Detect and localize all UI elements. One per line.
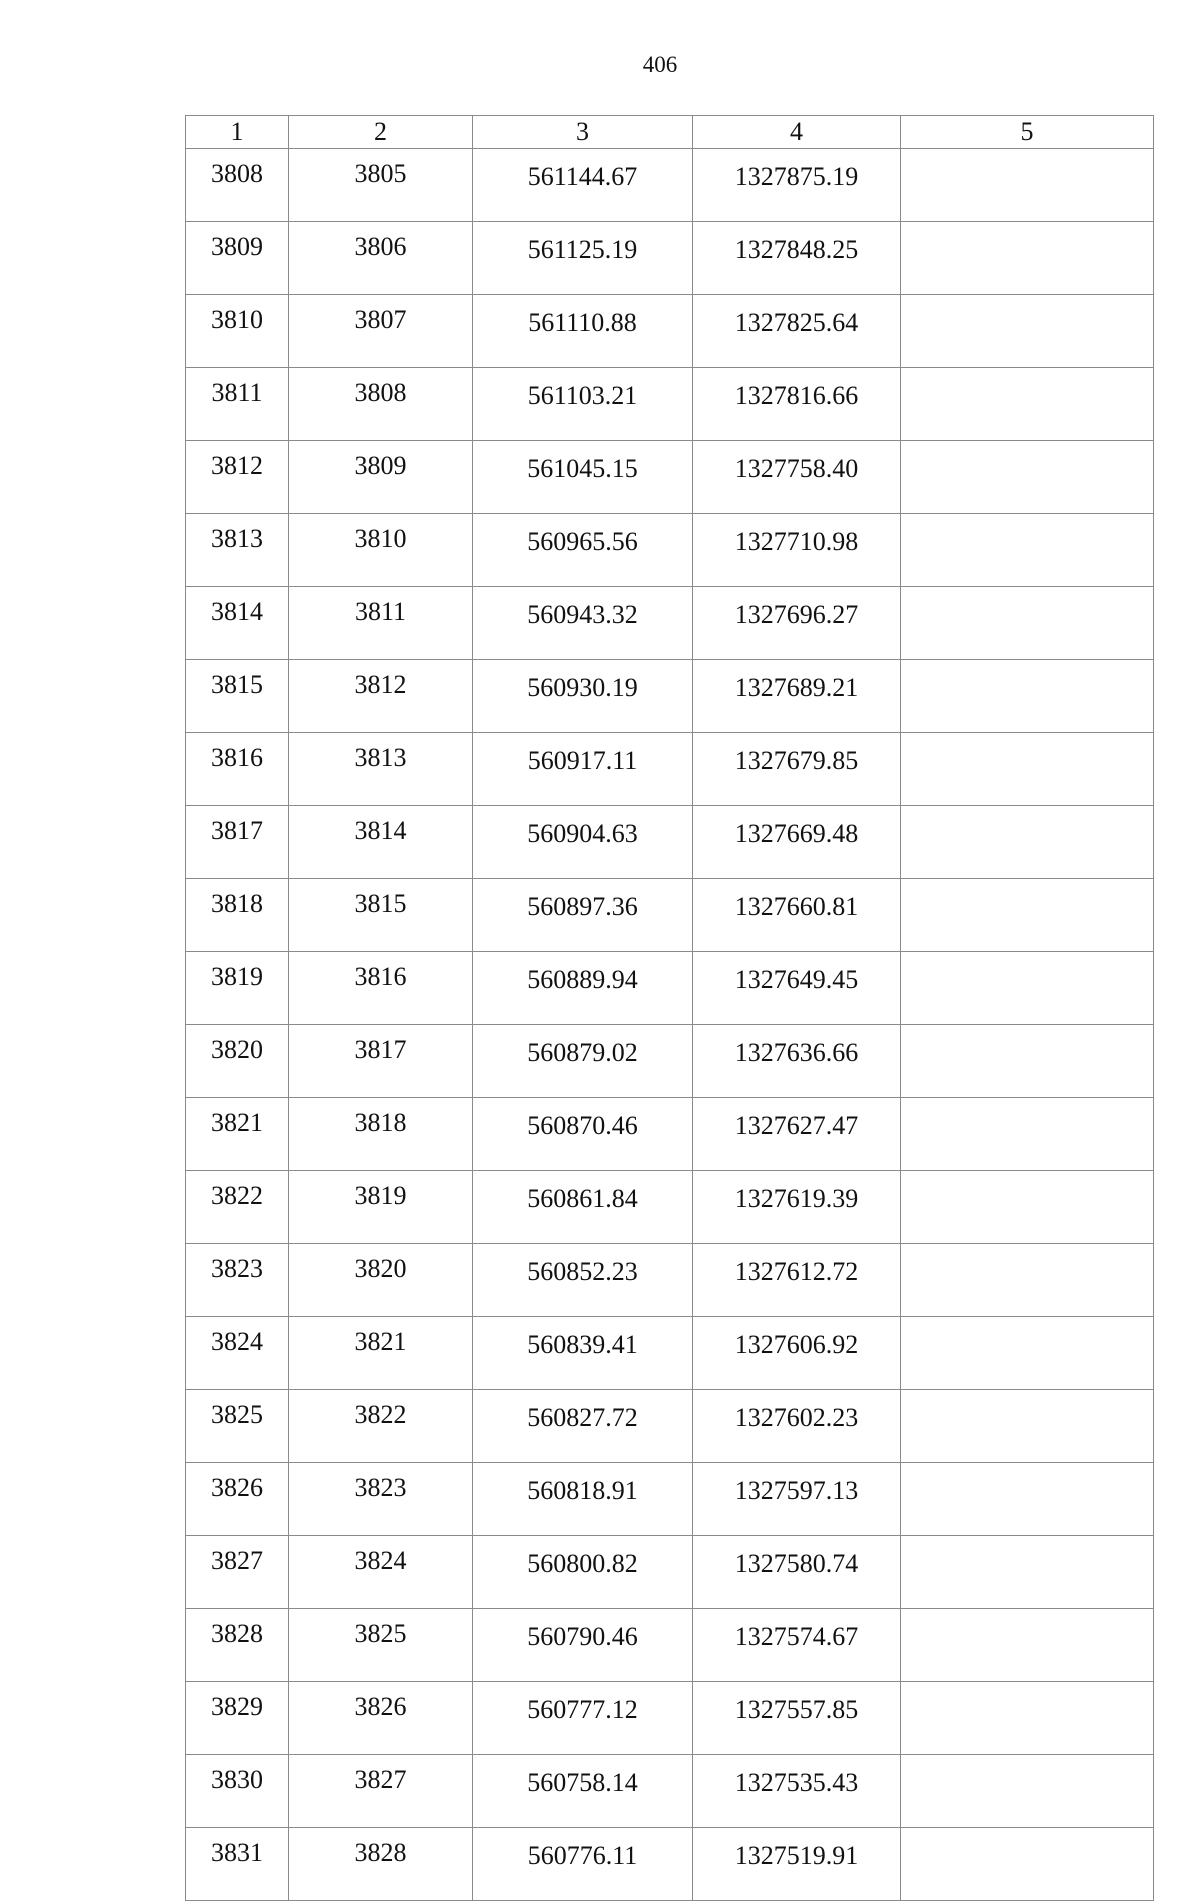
x-coordinate-cell: 560870.46 [473,1098,693,1171]
note-cell [901,222,1154,295]
x-coordinate-cell: 560827.72 [473,1390,693,1463]
x-coordinate-cell: 560930.19 [473,660,693,733]
point-number-cell: 3830 [186,1755,289,1828]
note-cell [901,1536,1154,1609]
point-number-cell: 3817 [186,806,289,879]
table-row [186,952,1154,1025]
table-row [186,1682,1154,1755]
x-coordinate-cell: 560861.84 [473,1171,693,1244]
x-coordinate-cell: 560758.14 [473,1755,693,1828]
table-row [186,1536,1154,1609]
previous-point-cell: 3825 [289,1609,473,1682]
note-cell [901,1463,1154,1536]
y-coordinate-cell: 1327535.43 [693,1755,901,1828]
point-number-cell: 3809 [186,222,289,295]
previous-point-cell: 3812 [289,660,473,733]
point-number-cell: 3819 [186,952,289,1025]
x-coordinate-cell: 560777.12 [473,1682,693,1755]
previous-point-cell: 3819 [289,1171,473,1244]
point-number-cell: 3818 [186,879,289,952]
column-header-3: 3 [473,116,693,149]
y-coordinate-cell: 1327636.66 [693,1025,901,1098]
y-coordinate-cell: 1327597.13 [693,1463,901,1536]
note-cell [901,1244,1154,1317]
y-coordinate-cell: 1327660.81 [693,879,901,952]
note-cell [901,587,1154,660]
table-row [186,1390,1154,1463]
table-row [186,514,1154,587]
y-coordinate-cell: 1327574.67 [693,1609,901,1682]
y-coordinate-cell: 1327619.39 [693,1171,901,1244]
x-coordinate-cell: 560790.46 [473,1609,693,1682]
point-number-cell: 3814 [186,587,289,660]
table-row [186,1609,1154,1682]
y-coordinate-cell: 1327602.23 [693,1390,901,1463]
table-header [186,116,1154,149]
y-coordinate-cell: 1327825.64 [693,295,901,368]
table-row [186,1317,1154,1390]
note-cell [901,952,1154,1025]
x-coordinate-cell: 560839.41 [473,1317,693,1390]
point-number-cell: 3821 [186,1098,289,1171]
note-cell [901,514,1154,587]
column-header-1: 1 [186,116,289,149]
column-header-4: 4 [693,116,901,149]
previous-point-cell: 3824 [289,1536,473,1609]
point-number-cell: 3812 [186,441,289,514]
note-cell [901,806,1154,879]
previous-point-cell: 3821 [289,1317,473,1390]
note-cell [901,368,1154,441]
point-number-cell: 3831 [186,1828,289,1901]
y-coordinate-cell: 1327557.85 [693,1682,901,1755]
column-header-2: 2 [289,116,473,149]
previous-point-cell: 3805 [289,149,473,222]
table-row [186,368,1154,441]
y-coordinate-cell: 1327758.40 [693,441,901,514]
x-coordinate-cell: 560879.02 [473,1025,693,1098]
y-coordinate-cell: 1327649.45 [693,952,901,1025]
y-coordinate-cell: 1327519.91 [693,1828,901,1901]
previous-point-cell: 3815 [289,879,473,952]
x-coordinate-cell: 561045.15 [473,441,693,514]
previous-point-cell: 3810 [289,514,473,587]
table-row [186,1755,1154,1828]
note-cell [901,1755,1154,1828]
table-row [186,441,1154,514]
previous-point-cell: 3806 [289,222,473,295]
point-number-cell: 3826 [186,1463,289,1536]
note-cell [901,1390,1154,1463]
x-coordinate-cell: 561103.21 [473,368,693,441]
previous-point-cell: 3826 [289,1682,473,1755]
note-cell [901,149,1154,222]
previous-point-cell: 3818 [289,1098,473,1171]
previous-point-cell: 3811 [289,587,473,660]
table-row [186,806,1154,879]
note-cell [901,1317,1154,1390]
point-number-cell: 3820 [186,1025,289,1098]
note-cell [901,1025,1154,1098]
x-coordinate-cell: 561125.19 [473,222,693,295]
table-row [186,149,1154,222]
column-header-5: 5 [901,116,1154,149]
x-coordinate-cell: 560904.63 [473,806,693,879]
note-cell [901,1171,1154,1244]
point-number-cell: 3811 [186,368,289,441]
coordinates-table [185,115,1154,1901]
x-coordinate-cell: 560897.36 [473,879,693,952]
table-row [186,1171,1154,1244]
y-coordinate-cell: 1327710.98 [693,514,901,587]
point-number-cell: 3813 [186,514,289,587]
y-coordinate-cell: 1327580.74 [693,1536,901,1609]
table-row [186,295,1154,368]
x-coordinate-cell: 560852.23 [473,1244,693,1317]
x-coordinate-cell: 560917.11 [473,733,693,806]
point-number-cell: 3825 [186,1390,289,1463]
y-coordinate-cell: 1327679.85 [693,733,901,806]
x-coordinate-cell: 560800.82 [473,1536,693,1609]
previous-point-cell: 3807 [289,295,473,368]
y-coordinate-cell: 1327875.19 [693,149,901,222]
table-row [186,660,1154,733]
point-number-cell: 3822 [186,1171,289,1244]
table-row [186,1828,1154,1901]
point-number-cell: 3815 [186,660,289,733]
previous-point-cell: 3823 [289,1463,473,1536]
x-coordinate-cell: 560965.56 [473,514,693,587]
point-number-cell: 3823 [186,1244,289,1317]
point-number-cell: 3827 [186,1536,289,1609]
note-cell [901,1098,1154,1171]
point-number-cell: 3829 [186,1682,289,1755]
note-cell [901,1609,1154,1682]
note-cell [901,1682,1154,1755]
note-cell [901,1828,1154,1901]
previous-point-cell: 3828 [289,1828,473,1901]
previous-point-cell: 3817 [289,1025,473,1098]
previous-point-cell: 3809 [289,441,473,514]
x-coordinate-cell: 561110.88 [473,295,693,368]
note-cell [901,660,1154,733]
y-coordinate-cell: 1327669.48 [693,806,901,879]
y-coordinate-cell: 1327848.25 [693,222,901,295]
x-coordinate-cell: 560818.91 [473,1463,693,1536]
y-coordinate-cell: 1327689.21 [693,660,901,733]
table-row [186,222,1154,295]
table-row [186,879,1154,952]
note-cell [901,733,1154,806]
point-number-cell: 3816 [186,733,289,806]
note-cell [901,441,1154,514]
previous-point-cell: 3822 [289,1390,473,1463]
note-cell [901,879,1154,952]
previous-point-cell: 3814 [289,806,473,879]
table-row [186,1025,1154,1098]
table-row [186,1463,1154,1536]
previous-point-cell: 3820 [289,1244,473,1317]
table-row [186,733,1154,806]
y-coordinate-cell: 1327816.66 [693,368,901,441]
point-number-cell: 3808 [186,149,289,222]
table-row [186,1244,1154,1317]
previous-point-cell: 3827 [289,1755,473,1828]
point-number-cell: 3828 [186,1609,289,1682]
point-number-cell: 3810 [186,295,289,368]
table-row [186,587,1154,660]
note-cell [901,295,1154,368]
previous-point-cell: 3813 [289,733,473,806]
previous-point-cell: 3808 [289,368,473,441]
previous-point-cell: 3816 [289,952,473,1025]
table-body [186,149,1154,1901]
point-number-cell: 3824 [186,1317,289,1390]
y-coordinate-cell: 1327612.72 [693,1244,901,1317]
y-coordinate-cell: 1327627.47 [693,1098,901,1171]
y-coordinate-cell: 1327606.92 [693,1317,901,1390]
table-row [186,1098,1154,1171]
x-coordinate-cell: 560889.94 [473,952,693,1025]
x-coordinate-cell: 561144.67 [473,149,693,222]
x-coordinate-cell: 560943.32 [473,587,693,660]
table-header-row [186,116,1154,149]
page-number: 406 [642,52,678,77]
x-coordinate-cell: 560776.11 [473,1828,693,1901]
y-coordinate-cell: 1327696.27 [693,587,901,660]
